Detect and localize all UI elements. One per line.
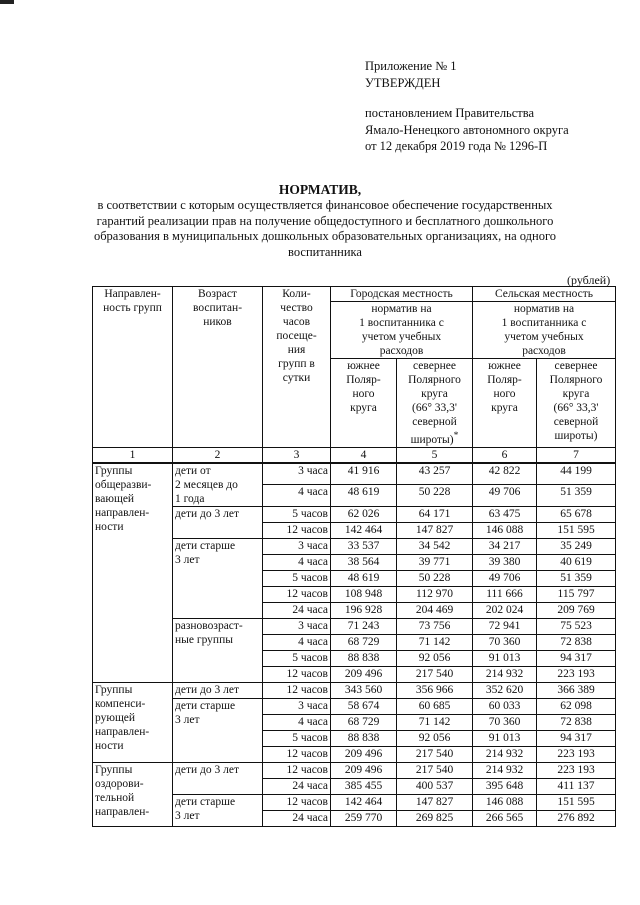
norm-value-cell: 68 729 bbox=[331, 714, 397, 730]
norm-value-cell: 395 648 bbox=[473, 778, 537, 794]
header-rural: Сельская местность bbox=[473, 287, 616, 302]
resolution-line: от 12 декабря 2019 года № 1296-П bbox=[365, 139, 548, 153]
cell-text-line: рующей bbox=[95, 711, 136, 724]
column-number: 4 bbox=[331, 447, 397, 463]
hours-cell: 5 часов bbox=[263, 730, 331, 746]
header-text: (66° 33,3' bbox=[553, 402, 599, 414]
hours-cell: 4 часа bbox=[263, 485, 331, 506]
norm-value-cell: 400 537 bbox=[397, 778, 473, 794]
cell-text-line: 3 лет bbox=[175, 809, 200, 822]
header-rural-north bbox=[537, 359, 616, 448]
hours-cell: 3 часа bbox=[263, 463, 331, 485]
hours-cell: 12 часов bbox=[263, 794, 331, 810]
header-text: Коли- bbox=[282, 288, 311, 300]
hours-cell: 4 часа bbox=[263, 634, 331, 650]
document-subtitle bbox=[90, 198, 560, 260]
column-number: 1 bbox=[93, 447, 173, 463]
norm-value-cell: 75 523 bbox=[537, 618, 616, 634]
norm-value-cell: 366 389 bbox=[537, 682, 616, 698]
header-text: Полярного bbox=[549, 374, 603, 386]
norm-value-cell: 147 827 bbox=[397, 522, 473, 538]
hours-cell: 24 часа bbox=[263, 810, 331, 826]
cell-text-line: дети от bbox=[175, 464, 211, 477]
norm-value-cell: 70 360 bbox=[473, 634, 537, 650]
cell-text-line: тельной bbox=[95, 791, 135, 804]
norm-value-cell: 202 024 bbox=[473, 602, 537, 618]
norm-value-cell: 142 464 bbox=[331, 522, 397, 538]
norm-value-cell: 259 770 bbox=[331, 810, 397, 826]
header-text: севернее bbox=[413, 360, 456, 372]
age-cell bbox=[173, 463, 263, 507]
norm-value-cell: 142 464 bbox=[331, 794, 397, 810]
norm-value-cell: 108 948 bbox=[331, 586, 397, 602]
norm-value-cell: 196 928 bbox=[331, 602, 397, 618]
norm-value-cell: 48 619 bbox=[331, 570, 397, 586]
column-number: 3 bbox=[263, 447, 331, 463]
age-cell bbox=[173, 762, 263, 794]
norm-value-cell: 112 970 bbox=[397, 586, 473, 602]
header-text bbox=[399, 429, 470, 447]
age-cell bbox=[173, 506, 263, 538]
cell-text-line: компенси- bbox=[95, 697, 146, 710]
norm-value-cell: 49 706 bbox=[473, 570, 537, 586]
subtitle-line: воспитанника bbox=[288, 244, 362, 259]
header-hours bbox=[263, 287, 331, 448]
header-text: ников bbox=[203, 316, 232, 328]
header-text: ного bbox=[352, 388, 375, 400]
norm-value-cell: 42 822 bbox=[473, 463, 537, 485]
header-text: групп в bbox=[278, 358, 315, 370]
hours-cell: 5 часов bbox=[263, 570, 331, 586]
header-city: Городская местность bbox=[331, 287, 473, 302]
hours-cell: 3 часа bbox=[263, 698, 331, 714]
hours-cell: 12 часов bbox=[263, 522, 331, 538]
column-number-row bbox=[93, 447, 616, 463]
subtitle-line: образования в муниципальных дошкольных образовательных организациях, на одного bbox=[93, 229, 557, 243]
cell-text-line: ности bbox=[95, 520, 124, 533]
age-cell bbox=[173, 794, 263, 826]
header-text: широты) bbox=[554, 430, 598, 442]
norm-value-cell: 356 966 bbox=[397, 682, 473, 698]
cell-text-line: дети до 3 лет bbox=[175, 683, 239, 696]
norm-value-cell: 214 932 bbox=[473, 762, 537, 778]
hours-cell: 3 часа bbox=[263, 618, 331, 634]
norm-value-cell: 72 941 bbox=[473, 618, 537, 634]
norm-value-cell: 88 838 bbox=[331, 650, 397, 666]
norm-value-cell: 60 685 bbox=[397, 698, 473, 714]
norm-value-cell: 223 193 bbox=[537, 746, 616, 762]
appendix-number: Приложение № 1 bbox=[365, 59, 457, 73]
document-title: НОРМАТИВ, bbox=[278, 182, 362, 197]
norm-value-cell: 217 540 bbox=[397, 746, 473, 762]
norm-value-cell: 62 026 bbox=[331, 506, 397, 522]
norm-value-cell: 217 540 bbox=[397, 762, 473, 778]
norm-table-body bbox=[93, 463, 616, 827]
header-text: посеще- bbox=[276, 330, 317, 342]
scan-corner-mark bbox=[0, 0, 14, 4]
norm-value-cell: 35 249 bbox=[537, 538, 616, 554]
header-direction bbox=[93, 287, 173, 448]
hours-cell: 5 часов bbox=[263, 506, 331, 522]
norm-value-cell: 73 756 bbox=[397, 618, 473, 634]
header-text: круга bbox=[421, 388, 448, 400]
hours-cell: 12 часов bbox=[263, 762, 331, 778]
norm-value-cell: 50 228 bbox=[397, 485, 473, 506]
norm-value-cell: 64 171 bbox=[397, 506, 473, 522]
header-text: учетом учебных bbox=[361, 331, 442, 343]
hours-cell: 24 часа bbox=[263, 778, 331, 794]
header-text: ность групп bbox=[103, 302, 162, 314]
header-text: Поляр- bbox=[487, 374, 522, 386]
norm-value-cell: 71 142 bbox=[397, 634, 473, 650]
hours-cell: 12 часов bbox=[263, 586, 331, 602]
cell-text-line: 3 лет bbox=[175, 713, 200, 726]
norm-value-cell: 68 729 bbox=[331, 634, 397, 650]
norm-value-cell: 88 838 bbox=[331, 730, 397, 746]
header-text: круга bbox=[350, 402, 377, 414]
cell-text-line: общеразви- bbox=[95, 478, 152, 491]
norm-value-cell: 65 678 bbox=[537, 506, 616, 522]
column-number: 6 bbox=[473, 447, 537, 463]
norm-value-cell: 94 317 bbox=[537, 730, 616, 746]
header-text: широты) bbox=[410, 433, 454, 446]
header-text: севернее bbox=[554, 360, 598, 372]
table-row bbox=[93, 463, 616, 485]
hours-cell: 12 часов bbox=[263, 746, 331, 762]
header-text: северной bbox=[553, 416, 599, 428]
footnote-mark: * bbox=[453, 430, 459, 441]
norm-value-cell: 48 619 bbox=[331, 485, 397, 506]
cell-text-line: Группы bbox=[95, 464, 133, 477]
norm-value-cell: 39 380 bbox=[473, 554, 537, 570]
norm-value-cell: 33 537 bbox=[331, 538, 397, 554]
norm-value-cell: 223 193 bbox=[537, 666, 616, 682]
norm-table bbox=[92, 286, 616, 827]
hours-cell: 5 часов bbox=[263, 650, 331, 666]
norm-value-cell: 214 932 bbox=[473, 666, 537, 682]
header-text: 1 воспитанника с bbox=[359, 317, 444, 329]
norm-value-cell: 269 825 bbox=[397, 810, 473, 826]
header-rural-norm bbox=[473, 302, 616, 359]
header-city-south bbox=[331, 359, 397, 448]
cell-text-line: ности bbox=[95, 739, 124, 752]
age-cell bbox=[173, 698, 263, 762]
norm-value-cell: 72 838 bbox=[537, 714, 616, 730]
group-direction-cell bbox=[93, 682, 173, 762]
header-text: расходов bbox=[522, 345, 566, 357]
cell-text-line: направлен- bbox=[95, 506, 150, 519]
cell-text-line: ные группы bbox=[175, 633, 233, 646]
header-text: сутки bbox=[282, 372, 311, 384]
cell-text-line: 3 лет bbox=[175, 553, 200, 566]
norm-value-cell: 71 243 bbox=[331, 618, 397, 634]
resolution-reference bbox=[365, 105, 569, 155]
norm-value-cell: 204 469 bbox=[397, 602, 473, 618]
norm-value-cell: 34 542 bbox=[397, 538, 473, 554]
header-text: часов bbox=[282, 316, 311, 328]
age-cell bbox=[173, 682, 263, 698]
header-city-norm bbox=[331, 302, 473, 359]
hours-cell: 12 часов bbox=[263, 666, 331, 682]
norm-value-cell: 209 496 bbox=[331, 762, 397, 778]
header-text: (66° 33,3' bbox=[411, 402, 457, 414]
norm-value-cell: 34 217 bbox=[473, 538, 537, 554]
header-city-north bbox=[397, 359, 473, 448]
header-text: южнее bbox=[488, 360, 521, 372]
norm-value-cell: 91 013 bbox=[473, 730, 537, 746]
norm-value-cell: 223 193 bbox=[537, 762, 616, 778]
cell-text-line: 2 месяцев до bbox=[175, 478, 238, 491]
cell-text-line: направлен- bbox=[95, 725, 150, 738]
norm-value-cell: 276 892 bbox=[537, 810, 616, 826]
header-text: учетом учебных bbox=[504, 331, 584, 343]
norm-value-cell: 70 360 bbox=[473, 714, 537, 730]
header-age bbox=[173, 287, 263, 448]
header-text: ния bbox=[287, 344, 306, 356]
cell-text-line: дети старше bbox=[175, 699, 236, 712]
subtitle-line: в соответствии с которым осуществляется финансовое обеспечение государственных bbox=[97, 198, 553, 212]
norm-value-cell: 72 838 bbox=[537, 634, 616, 650]
resolution-line: Ямало-Ненецкого автономного округа bbox=[365, 122, 569, 137]
column-number: 5 bbox=[397, 447, 473, 463]
cell-text-line: дети старше bbox=[175, 795, 236, 808]
norm-value-cell: 49 706 bbox=[473, 485, 537, 506]
norm-value-cell: 62 098 bbox=[537, 698, 616, 714]
norm-value-cell: 60 033 bbox=[473, 698, 537, 714]
header-text: южнее bbox=[347, 360, 380, 372]
norm-value-cell: 352 620 bbox=[473, 682, 537, 698]
column-number: 7 bbox=[537, 447, 616, 463]
norm-value-cell: 151 595 bbox=[537, 522, 616, 538]
norm-value-cell: 94 317 bbox=[537, 650, 616, 666]
norm-value-cell: 63 475 bbox=[473, 506, 537, 522]
column-number: 2 bbox=[173, 447, 263, 463]
age-cell bbox=[173, 618, 263, 682]
header-text: воспитан- bbox=[192, 302, 243, 314]
norm-value-cell: 44 199 bbox=[537, 463, 616, 485]
norm-value-cell: 91 013 bbox=[473, 650, 537, 666]
norm-value-cell: 38 564 bbox=[331, 554, 397, 570]
header-text: Полярного bbox=[408, 374, 461, 386]
units-label: (рублей) bbox=[567, 273, 611, 287]
norm-value-cell: 343 560 bbox=[331, 682, 397, 698]
hours-cell: 3 часа bbox=[263, 538, 331, 554]
cell-text-line: Группы bbox=[95, 683, 133, 696]
header-text: норматив на bbox=[371, 303, 432, 315]
header-text: круга bbox=[562, 388, 590, 400]
norm-value-cell: 71 142 bbox=[397, 714, 473, 730]
header-text: ного bbox=[493, 388, 516, 400]
norm-value-cell: 51 359 bbox=[537, 570, 616, 586]
header-text: Поляр- bbox=[346, 374, 381, 386]
cell-text-line: оздорови- bbox=[95, 777, 144, 790]
norm-value-cell: 39 771 bbox=[397, 554, 473, 570]
cell-text-line: направлен- bbox=[95, 805, 150, 818]
norm-value-cell: 411 137 bbox=[537, 778, 616, 794]
norm-value-cell: 147 827 bbox=[397, 794, 473, 810]
group-direction-cell bbox=[93, 463, 173, 683]
appendix-header bbox=[365, 58, 457, 92]
hours-cell: 4 часа bbox=[263, 714, 331, 730]
norm-value-cell: 146 088 bbox=[473, 794, 537, 810]
norm-value-cell: 266 565 bbox=[473, 810, 537, 826]
cell-text-line: разновозраст- bbox=[175, 619, 243, 632]
subtitle-line: гарантий реализации прав на получение общедоступного и бесплатного дошкольного bbox=[96, 213, 554, 228]
header-text: Возраст bbox=[198, 288, 237, 300]
norm-value-cell: 209 496 bbox=[331, 746, 397, 762]
cell-text-line: 1 года bbox=[175, 492, 205, 505]
norm-value-cell: 41 916 bbox=[331, 463, 397, 485]
hours-cell: 12 часов bbox=[263, 682, 331, 698]
cell-text-line: дети до 3 лет bbox=[175, 507, 239, 520]
norm-value-cell: 214 932 bbox=[473, 746, 537, 762]
norm-value-cell: 43 257 bbox=[397, 463, 473, 485]
cell-text-line: дети до 3 лет bbox=[175, 763, 239, 776]
norm-value-cell: 40 619 bbox=[537, 554, 616, 570]
header-text: северной bbox=[412, 416, 457, 428]
norm-value-cell: 51 359 bbox=[537, 485, 616, 506]
header-text: 1 воспитанника с bbox=[501, 317, 587, 329]
norm-value-cell: 385 455 bbox=[331, 778, 397, 794]
header-text: норматив на bbox=[513, 303, 575, 315]
approved-label: УТВЕРЖДЕН bbox=[365, 76, 441, 90]
cell-text-line: дети старше bbox=[175, 539, 236, 552]
norm-value-cell: 58 674 bbox=[331, 698, 397, 714]
norm-value-cell: 92 056 bbox=[397, 650, 473, 666]
norm-value-cell: 146 088 bbox=[473, 522, 537, 538]
header-text: круга bbox=[491, 402, 518, 414]
norm-value-cell: 209 769 bbox=[537, 602, 616, 618]
header-rural-south bbox=[473, 359, 537, 448]
norm-value-cell: 92 056 bbox=[397, 730, 473, 746]
norm-value-cell: 111 666 bbox=[473, 586, 537, 602]
hours-cell: 4 часа bbox=[263, 554, 331, 570]
age-cell bbox=[173, 538, 263, 618]
table-row bbox=[93, 682, 616, 698]
norm-value-cell: 209 496 bbox=[331, 666, 397, 682]
group-direction-cell bbox=[93, 762, 173, 826]
table-row bbox=[93, 762, 616, 778]
norm-value-cell: 217 540 bbox=[397, 666, 473, 682]
header-text: Направлен- bbox=[104, 288, 161, 300]
norm-value-cell: 115 797 bbox=[537, 586, 616, 602]
norm-value-cell: 151 595 bbox=[537, 794, 616, 810]
header-text: расходов bbox=[379, 345, 424, 357]
header-text: чество bbox=[280, 302, 313, 314]
cell-text-line: Группы bbox=[95, 763, 133, 776]
hours-cell: 24 часа bbox=[263, 602, 331, 618]
cell-text-line: вающей bbox=[95, 492, 135, 505]
resolution-line: постановлением Правительства bbox=[365, 106, 535, 120]
norm-value-cell: 50 228 bbox=[397, 570, 473, 586]
